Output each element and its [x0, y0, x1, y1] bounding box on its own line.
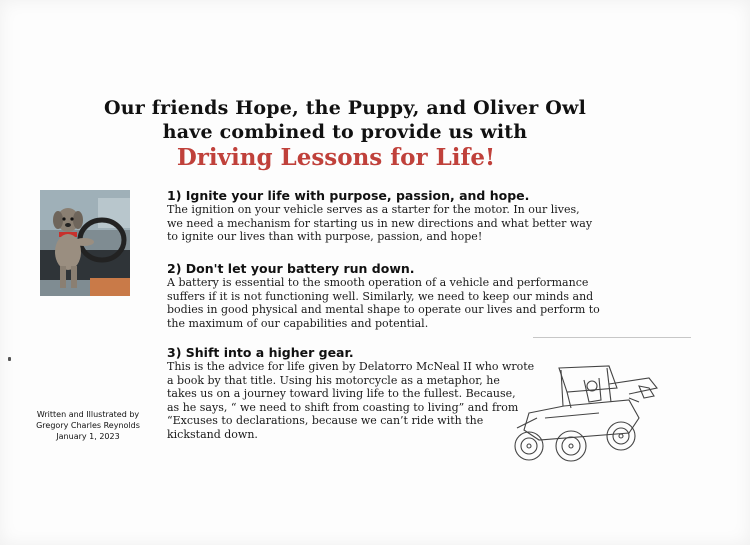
puppy-photo-drawing: [40, 190, 130, 296]
title-line-1: Our friends Hope, the Puppy, and Oliver Owl: [103, 97, 587, 119]
section-1-text: [167, 203, 592, 244]
section-3-line: as he says, “ we need to shift from coasting to living” and from: [167, 400, 519, 414]
section-3-text: [167, 360, 534, 442]
section-1-line: to ignite our lives than with purpose, passion, and hope!: [167, 230, 483, 244]
section-3-line: “Excuses to declarations, because we can’t ride with the: [167, 414, 484, 428]
title-line-2: have combined to provide us with: [162, 121, 528, 143]
section-3-line: kickstand down.: [167, 427, 258, 441]
antique-car-illustration: [489, 358, 669, 468]
credit-line-3: January 1, 2023: [56, 432, 120, 441]
section-3-line: takes us on a journey toward living life to the fullest. Because,: [167, 387, 516, 401]
author-credit: [28, 409, 148, 442]
section-2-line: A battery is essential to the smooth operation of a vehicle and performance: [167, 276, 589, 289]
car-sketch: [489, 358, 669, 468]
section-2-line: the maximum of our capabilities and potential.: [167, 316, 429, 330]
section-2-text: [167, 276, 600, 330]
credit-line-2: Gregory Charles Reynolds: [36, 421, 140, 430]
section-3-line: a book by that title. Using his motorcycle as a metaphor, he: [167, 373, 500, 387]
section-2-line: bodies in good physical and mental shape to operate our lives and perform to: [167, 303, 600, 317]
section-1-heading: 1) Ignite your life with purpose, passion, and hope.: [167, 188, 530, 203]
section-3-line: This is the advice for life given by Delatorro McNeal II who wrote: [167, 360, 535, 373]
section-2-line: suffers if it is not functioning well. Similarly, we need to keep our minds and: [167, 289, 594, 303]
section-2-heading: 2) Don't let your battery run down.: [167, 261, 415, 276]
scan-line-divider: [533, 337, 691, 338]
section-1-line: The ignition on your vehicle serves as a starter for the motor. In our lives,: [167, 203, 580, 216]
credit-line-1: Written and Illustrated by: [36, 410, 140, 419]
section-3-heading: 3) Shift into a higher gear.: [167, 345, 354, 360]
scan-speck: [8, 357, 11, 361]
title-main: Driving Lessons for Life!: [176, 144, 496, 171]
section-1-line: we need a mechanism for starting us in new directions and what better way: [167, 216, 593, 230]
puppy-driving-photo: [40, 190, 130, 296]
